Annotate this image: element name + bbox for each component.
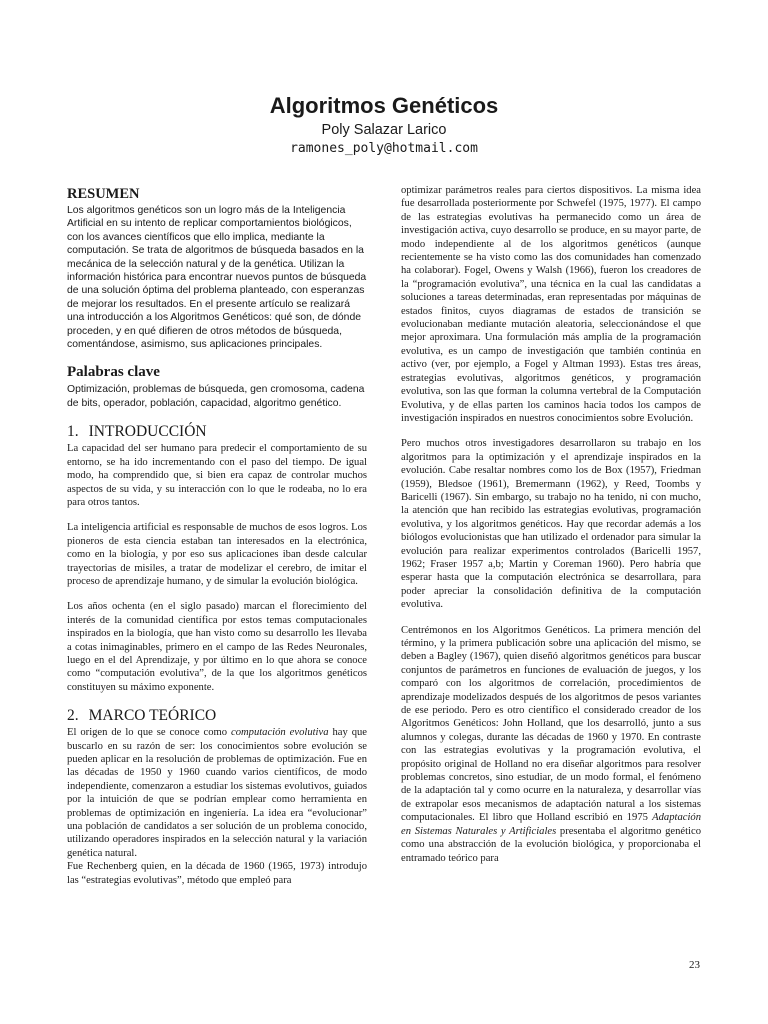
- keywords-heading: Palabras clave: [67, 364, 160, 381]
- author-name: Poly Salazar Larico: [321, 122, 447, 138]
- paper-header: [0, 92, 768, 158]
- resumen-heading: RESUMEN: [67, 186, 140, 202]
- marco-paragraph-1: El origen de lo que se conoce como computación evolutiva hay que buscarlo en su razón de ser: los conocimientos sobre evolución se pueden aplicar en la resolución de problemas de optimización. Fue en las décadas de 1950 y 1960 cuando varios científicos, de modo independiente, comenzaron a estudiar los sistemas evolutivos, guiados por la intuición de que se podrían emplear como herramienta en problemas de optimización en ingeniería. La idea era “evolucionar” una población de candidatos a ser solución de un problema conocido, utilizando operadores inspirados en la selección natural y la variación genética natural.: [67, 727, 368, 859]
- right-paragraph-3: Centrémonos en los Algoritmos Genéticos. La primera mención del término, y la primera publicación sobre una aplicación del mismo, se deben a Bagley (1967), quien diseñó algoritmos genéticos para buscar conjuntos de parámetros en funciones de evaluación de juegos, y los comparó con los algoritmos de correlación, procedimientos de aprendizaje modelizados después de los algoritmos de pesos variantes de ese periodo. Pero es otro científico el considerado creador de los Algoritmos Genéticos: John Holland, que los desarrolló, junto a sus alumnos y colegas, durante las décadas de 1960 y 1970. En contraste con las estrategias evolutivas y la programación evolutiva, el propósito original de Holland no era diseñar algoritmos para resolver problemas concretos, sino estudiar, de un modo formal, el fenómeno de la adaptación tal y como ocurre en la naturaleza, y desarrollar vías de extrapolar esos mecanismos de adaptación natural a los sistemas computacionales. El libro que Holland escribió en 1975 Adaptación en Sistemas Naturales y Artificiales presentaba el algoritmo genético como una abstracción de la evolución biológica, y proporcionaba el entramado teórico para: [401, 624, 701, 864]
- author-email: ramones_poly@hotmail.com: [290, 141, 478, 156]
- paper-title: Algoritmos Genéticos: [269, 93, 499, 118]
- marco-section-title: MARCO TEÓRICO: [88, 707, 217, 725]
- left-column: [67, 186, 367, 887]
- page-number: 23: [689, 959, 700, 971]
- marco-italic-term: computación evolutiva: [231, 727, 329, 739]
- marco-heading: [67, 706, 367, 725]
- book-title-italic: Adaptación en Sistemas Naturales y Artificiales: [401, 812, 701, 837]
- intro-heading: [67, 422, 367, 441]
- intro-paragraph-2: La inteligencia artificial es responsable de muchos de esos logros. Los pioneros de esta ciencia estaban tan interesados en la electrónica, como en la biología, y por eso sus aplicaciones iban desde calcular trayectorias de misiles, a tratar de modelizar el cerebro, de imitar el proceso de aprendizaje humano, y de simular la evolución biológica.: [67, 522, 367, 587]
- marco-paragraph-2: Fue Rechenberg quien, en la década de 1960 (1965, 1973) introdujo las “estrategias evolutivas”, método que empleó para: [67, 861, 367, 886]
- intro-paragraph-1: La capacidad del ser humano para predecir el comportamiento de su entorno, se ha ido incrementando con el paso del tiempo. De igual modo, ha comprendido que, si bien era capaz de controlar muchos aspectos de su vida, y su interacción con lo que le rodeaba, no lo era para otros tantos.: [67, 443, 367, 508]
- keywords-text: Optimización, problemas de búsqueda, gen cromosoma, cadena de bits, operador, población, capacidad, algoritmo genético.: [67, 384, 365, 409]
- intro-section-number: 1.: [67, 423, 79, 441]
- right-paragraph-2: Pero muchos otros investigadores desarrollaron su trabajo en los algoritmos para la optimización y el aprendizaje inspirados en la evolución. Cabe resaltar nombres como los de Box (1957), Friedman (1959), Bledsoe (1961), Bremermann (1962), y Reed, Toombs y Baricelli (1967). Sin embargo, su trabajo no ha tenido, ni con mucho, la atención que han recibido las estrategias evolutivas, programación evolutiva, y los algoritmos genéticos. Hay que recordar además a los biólogos evolucionistas que han utilizado el ordenador para simular la evolución para realizar experimentos controlados (Baricelli 1957, 1962; Fraser 1957 a,b; Martin y Coreman 1960). Pero habría que esperar hasta que la computación electrónica se desarrollara, para poder apreciar la consolidación definitiva de la computación evolutiva.: [401, 438, 701, 611]
- right-paragraph-1: optimizar parámetros reales para ciertos dispositivos. La misma idea fue desarrollada posteriormente por Schwefel (1975, 1977). El campo de las estrategias evolutivas ha permanecido como un área de investigación activa, cuyo desarrollo se produce, en su mayor parte, de modo independiente al de los algoritmos genéticos (aunque recientemente se ha visto como las dos comunidades han comenzado ha colaborar). Fogel, Owens y Walsh (1966), fueron los creadores de la “programación evolutiva”, una técnica en la cual las candidatas a soluciones a tareas determinadas, eran representadas por máquinas de estados finitos, cuyos diagramas de estados de transición se evolucionaban mediante mutación aleatoria, seleccionándose el que mejor aproximara. Una formulación más amplia de la programación evolutiva, es un campo de investigación que también continúa en activo (ver, por ejemplo, a Fogel y Altman 1993). Estas tres áreas, estrategias evolutivas, algoritmos genéticos, y programación evolutiva, son las que forman la columna vertebral de la Computación Evolutiva, y de ellas parten los caminos hacia todos los campos de investigación inspirados en nuestros conocimientos sobre Evolución.: [401, 185, 701, 424]
- right-column: [401, 184, 701, 865]
- marco-section-number: 2.: [67, 707, 79, 725]
- intro-paragraph-3: Los años ochenta (en el siglo pasado) marcan el florecimiento del interés de la comunidad científica por estos temas computacionales inspirados en la biología, que han visto como su desarrollo les llevaba a cotas inimaginables, primero en el campo de las Redes Neuronales, luego en el del Aprendizaje, y por último en lo que ahora se conoce como “computación evolutiva”, de la que los algoritmos genéticos constituyen su máximo exponente.: [67, 601, 367, 693]
- intro-section-title: INTRODUCCIÓN: [88, 423, 207, 441]
- resumen-text: Los algoritmos genéticos son un logro más de la Inteligencia Artificial en su intento de replicar comportamientos biológicos, con los avances científicos que ello implica, mediante la computación. Se trata de algoritmos de búsqueda basados en la mecánica de la selección natural y de la genética. Utilizan la información histórica para encontrar nuevos puntos de búsqueda de una solución óptima del problema planteado, con esperanzas de mejorar los resultados. En el presente artículo se realizará una introducción a los Algoritmos Genéticos: qué son, de dónde proceden, y en qué difieren de otros métodos de búsqueda, comentándose, asimismo, sus aplicaciones principales.: [67, 205, 367, 351]
